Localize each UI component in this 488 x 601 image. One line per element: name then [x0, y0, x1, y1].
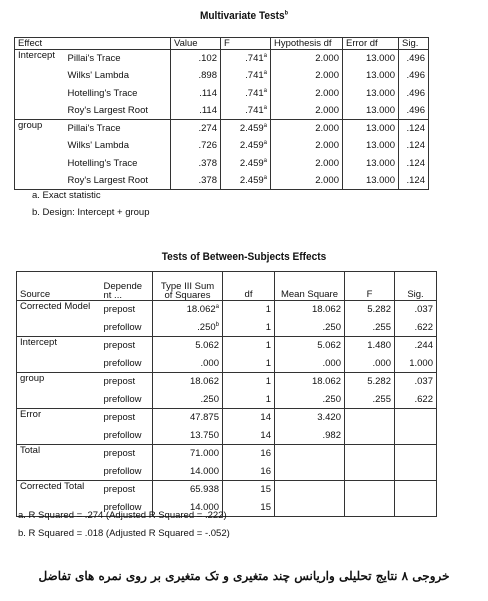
mean-square-cell: 18.062 — [275, 301, 345, 319]
df-cell: 14 — [223, 409, 275, 427]
col-header-df: df — [223, 272, 275, 301]
df-cell: 1 — [223, 319, 275, 337]
hypothesis-df-cell: 2.000 — [271, 120, 343, 138]
sig-cell: .496 — [399, 67, 429, 85]
dependent-cell: prefollow — [101, 427, 153, 445]
f-cell — [221, 155, 271, 173]
col-header-dependent: Depende nt ... — [101, 272, 153, 301]
stat-name-cell: Pillai's Trace — [65, 50, 171, 68]
f-footnote-mark: a — [263, 52, 267, 59]
sig-cell: .496 — [399, 102, 429, 120]
effect-cell: Intercept — [15, 50, 65, 68]
sig-cell — [395, 409, 437, 427]
df-cell: 1 — [223, 337, 275, 355]
hypothesis-df-cell: 2.000 — [271, 172, 343, 190]
source-cell: Total — [17, 445, 101, 463]
table-row — [17, 409, 437, 427]
bs-note-a: a. R Squared = .274 (Adjusted R Squared = .222) — [18, 510, 227, 521]
col-header-f: F — [345, 272, 395, 301]
source-cell — [17, 391, 101, 409]
table-row — [17, 301, 437, 319]
col-header-value: Value — [171, 38, 221, 50]
value-cell: .378 — [171, 155, 221, 173]
table-row — [17, 427, 437, 445]
value-cell: .114 — [171, 85, 221, 103]
f-value: .741 — [245, 105, 264, 116]
ss-footnote-mark: a — [215, 304, 219, 311]
type3-ss-cell — [153, 427, 223, 445]
ss-value: 5.062 — [195, 340, 219, 352]
mean-square-cell — [275, 499, 345, 517]
col-header-type3-ss: Type III Sum of Squares — [153, 272, 223, 301]
f-cell: 5.282 — [345, 301, 395, 319]
error-df-cell: 13.000 — [343, 67, 399, 85]
ss-value: 18.062 — [186, 304, 216, 316]
col-header-sig: Sig. — [395, 272, 437, 301]
hypothesis-df-cell: 2.000 — [271, 137, 343, 155]
f-footnote-mark: a — [263, 140, 267, 147]
sig-cell — [395, 481, 437, 499]
type3-ss-cell — [153, 355, 223, 373]
dependent-cell: prepost — [101, 481, 153, 499]
multivariate-tests-table — [14, 37, 429, 190]
f-cell: .255 — [345, 319, 395, 337]
sig-cell: .124 — [399, 120, 429, 138]
source-cell: Intercept — [17, 337, 101, 355]
hypothesis-df-cell: 2.000 — [271, 67, 343, 85]
stat-name-cell: Pillai's Trace — [65, 120, 171, 138]
dependent-cell: prepost — [101, 409, 153, 427]
sig-cell: 1.000 — [395, 355, 437, 373]
ss-value: 47.875 — [189, 412, 219, 424]
f-cell — [221, 67, 271, 85]
effect-cell — [15, 137, 65, 155]
type3-ss-cell — [153, 409, 223, 427]
stat-name-cell: Roy's Largest Root — [65, 102, 171, 120]
ss-value: .250 — [197, 321, 216, 333]
dependent-cell: prefollow — [101, 499, 153, 517]
table-row — [15, 85, 429, 103]
col-header-f: F — [221, 38, 271, 50]
sig-cell: .496 — [399, 50, 429, 68]
figure-caption: خروجی ۸ نتایج تحلیلی واریانس چند متغیری و تک متغیری بر روی نمره های تفاضل — [38, 569, 450, 583]
value-cell: .726 — [171, 137, 221, 155]
f-cell — [345, 445, 395, 463]
col-header-stat — [65, 38, 171, 50]
dependent-cell: prepost — [101, 445, 153, 463]
f-cell — [221, 102, 271, 120]
mean-square-cell — [275, 481, 345, 499]
value-cell: .114 — [171, 102, 221, 120]
df-cell: 14 — [223, 427, 275, 445]
hypothesis-df-cell: 2.000 — [271, 85, 343, 103]
source-cell — [17, 319, 101, 337]
table-row — [17, 373, 437, 391]
df-cell: 1 — [223, 301, 275, 319]
col-header-mean-square: Mean Square — [275, 272, 345, 301]
f-footnote-mark: a — [263, 87, 267, 94]
df-cell: 16 — [223, 463, 275, 481]
f-cell — [345, 427, 395, 445]
mv-note-b: b. Design: Intercept + group — [32, 207, 150, 218]
table-row — [17, 463, 437, 481]
f-cell — [345, 463, 395, 481]
f-cell: .000 — [345, 355, 395, 373]
df-cell: 1 — [223, 355, 275, 373]
df-cell: 16 — [223, 445, 275, 463]
f-value: 2.459 — [239, 123, 264, 134]
error-df-cell: 13.000 — [343, 102, 399, 120]
table-row — [17, 391, 437, 409]
f-value: 2.459 — [239, 175, 264, 186]
table-row — [17, 337, 437, 355]
ss-value: .000 — [200, 357, 219, 369]
ss-value: .250 — [200, 393, 219, 405]
sig-cell: .124 — [399, 155, 429, 173]
ss-value: 14.000 — [189, 465, 219, 477]
col-header-effect: Effect — [15, 38, 65, 50]
f-cell: 1.480 — [345, 337, 395, 355]
error-df-cell: 13.000 — [343, 50, 399, 68]
ss-value: 14.000 — [189, 501, 219, 513]
ss-value: 65.938 — [189, 484, 219, 496]
col-header-error-df: Error df — [343, 38, 399, 50]
dependent-cell: prefollow — [101, 319, 153, 337]
ss-footnote-mark: b — [215, 321, 219, 328]
sig-cell: .124 — [399, 137, 429, 155]
table-row — [15, 120, 429, 138]
f-cell — [221, 50, 271, 68]
df-cell: 15 — [223, 499, 275, 517]
mean-square-cell: .000 — [275, 355, 345, 373]
sig-cell: .244 — [395, 337, 437, 355]
between-subjects-table — [16, 271, 437, 517]
mean-square-cell: 5.062 — [275, 337, 345, 355]
type3-ss-cell — [153, 373, 223, 391]
hypothesis-df-cell: 2.000 — [271, 102, 343, 120]
type3-ss-cell — [153, 319, 223, 337]
mean-square-cell: .250 — [275, 391, 345, 409]
table-row — [17, 445, 437, 463]
source-cell: Corrected Model — [17, 301, 101, 319]
table-row — [15, 172, 429, 190]
sig-cell — [395, 463, 437, 481]
mean-square-cell: 3.420 — [275, 409, 345, 427]
f-value: .741 — [245, 70, 264, 82]
type3-ss-cell — [153, 391, 223, 409]
effect-cell: group — [15, 120, 65, 138]
effect-cell — [15, 102, 65, 120]
source-cell — [17, 355, 101, 373]
error-df-cell: 13.000 — [343, 120, 399, 138]
f-cell — [345, 409, 395, 427]
f-cell — [221, 85, 271, 103]
f-footnote-mark: a — [263, 174, 267, 181]
error-df-cell: 13.000 — [343, 155, 399, 173]
dependent-cell: prepost — [101, 301, 153, 319]
source-cell: Error — [17, 409, 101, 427]
sig-cell: .037 — [395, 301, 437, 319]
mean-square-cell — [275, 445, 345, 463]
source-cell — [17, 427, 101, 445]
type3-ss-cell — [153, 481, 223, 499]
f-value: .741 — [245, 87, 264, 99]
type3-ss-cell — [153, 445, 223, 463]
stat-name-cell: Hotelling's Trace — [65, 85, 171, 103]
dependent-cell: prefollow — [101, 463, 153, 481]
mean-square-cell — [275, 463, 345, 481]
sig-cell — [395, 499, 437, 517]
hypothesis-df-cell: 2.000 — [271, 50, 343, 68]
type3-ss-cell — [153, 301, 223, 319]
f-cell — [221, 120, 271, 138]
f-footnote-mark: a — [263, 70, 267, 77]
df-cell: 15 — [223, 481, 275, 499]
table-row — [15, 137, 429, 155]
dependent-cell: prefollow — [101, 355, 153, 373]
error-df-cell: 13.000 — [343, 137, 399, 155]
mean-square-cell: 18.062 — [275, 373, 345, 391]
sig-cell: .124 — [399, 172, 429, 190]
dependent-cell: prepost — [101, 373, 153, 391]
sig-cell: .037 — [395, 373, 437, 391]
f-cell — [221, 172, 271, 190]
effect-cell — [15, 172, 65, 190]
table-row — [15, 102, 429, 120]
multivariate-tests-title: Multivariate Tests$^b$ — [199, 10, 289, 22]
error-df-cell: 13.000 — [343, 172, 399, 190]
f-value: 2.459 — [239, 140, 264, 152]
type3-ss-cell — [153, 463, 223, 481]
sig-cell: .622 — [395, 319, 437, 337]
f-value: 2.459 — [239, 157, 264, 169]
table-row — [15, 67, 429, 85]
ss-value: 18.062 — [189, 376, 219, 388]
stat-name-cell: Wilks' Lambda — [65, 137, 171, 155]
f-cell — [345, 481, 395, 499]
f-footnote-mark: a — [263, 104, 267, 111]
type3-ss-cell — [153, 337, 223, 355]
value-cell: .274 — [171, 120, 221, 138]
error-df-cell: 13.000 — [343, 85, 399, 103]
table-row — [17, 481, 437, 499]
effect-cell — [15, 155, 65, 173]
value-cell: .898 — [171, 67, 221, 85]
source-cell: group — [17, 373, 101, 391]
df-cell: 1 — [223, 373, 275, 391]
f-cell — [221, 137, 271, 155]
ss-value: 13.750 — [189, 429, 219, 441]
dependent-cell: prefollow — [101, 391, 153, 409]
stat-name-cell: Hotelling's Trace — [65, 155, 171, 173]
mean-square-cell: .250 — [275, 319, 345, 337]
col-header-hypothesis-df: Hypothesis df — [271, 38, 343, 50]
table-row — [15, 50, 429, 68]
table-row — [17, 319, 437, 337]
value-cell: .102 — [171, 50, 221, 68]
effect-cell — [15, 85, 65, 103]
ss-value: 71.000 — [189, 448, 219, 460]
between-subjects-title: Tests of Between-Subjects Effects — [161, 251, 327, 263]
f-cell: 5.282 — [345, 373, 395, 391]
sig-cell: .496 — [399, 85, 429, 103]
f-footnote-mark: a — [263, 157, 267, 164]
f-cell — [345, 499, 395, 517]
stat-name-cell: Roy's Largest Root — [65, 172, 171, 190]
df-cell: 1 — [223, 391, 275, 409]
source-cell: Corrected Total — [17, 481, 101, 499]
col-header-source: Source — [17, 272, 101, 301]
mean-square-cell: .982 — [275, 427, 345, 445]
stat-name-cell: Wilks' Lambda — [65, 67, 171, 85]
f-value: .741 — [245, 53, 264, 64]
sig-cell — [395, 445, 437, 463]
effect-cell — [15, 67, 65, 85]
table-row — [17, 355, 437, 373]
col-header-sig: Sig. — [399, 38, 429, 50]
mv-note-a: a. Exact statistic — [32, 190, 101, 201]
f-footnote-mark: a — [263, 122, 267, 129]
table-row — [15, 155, 429, 173]
sig-cell — [395, 427, 437, 445]
dependent-cell: prepost — [101, 337, 153, 355]
source-cell — [17, 463, 101, 481]
hypothesis-df-cell: 2.000 — [271, 155, 343, 173]
sig-cell: .622 — [395, 391, 437, 409]
value-cell: .378 — [171, 172, 221, 190]
f-cell: .255 — [345, 391, 395, 409]
bs-note-b: b. R Squared = .018 (Adjusted R Squared = -.052) — [18, 528, 230, 539]
